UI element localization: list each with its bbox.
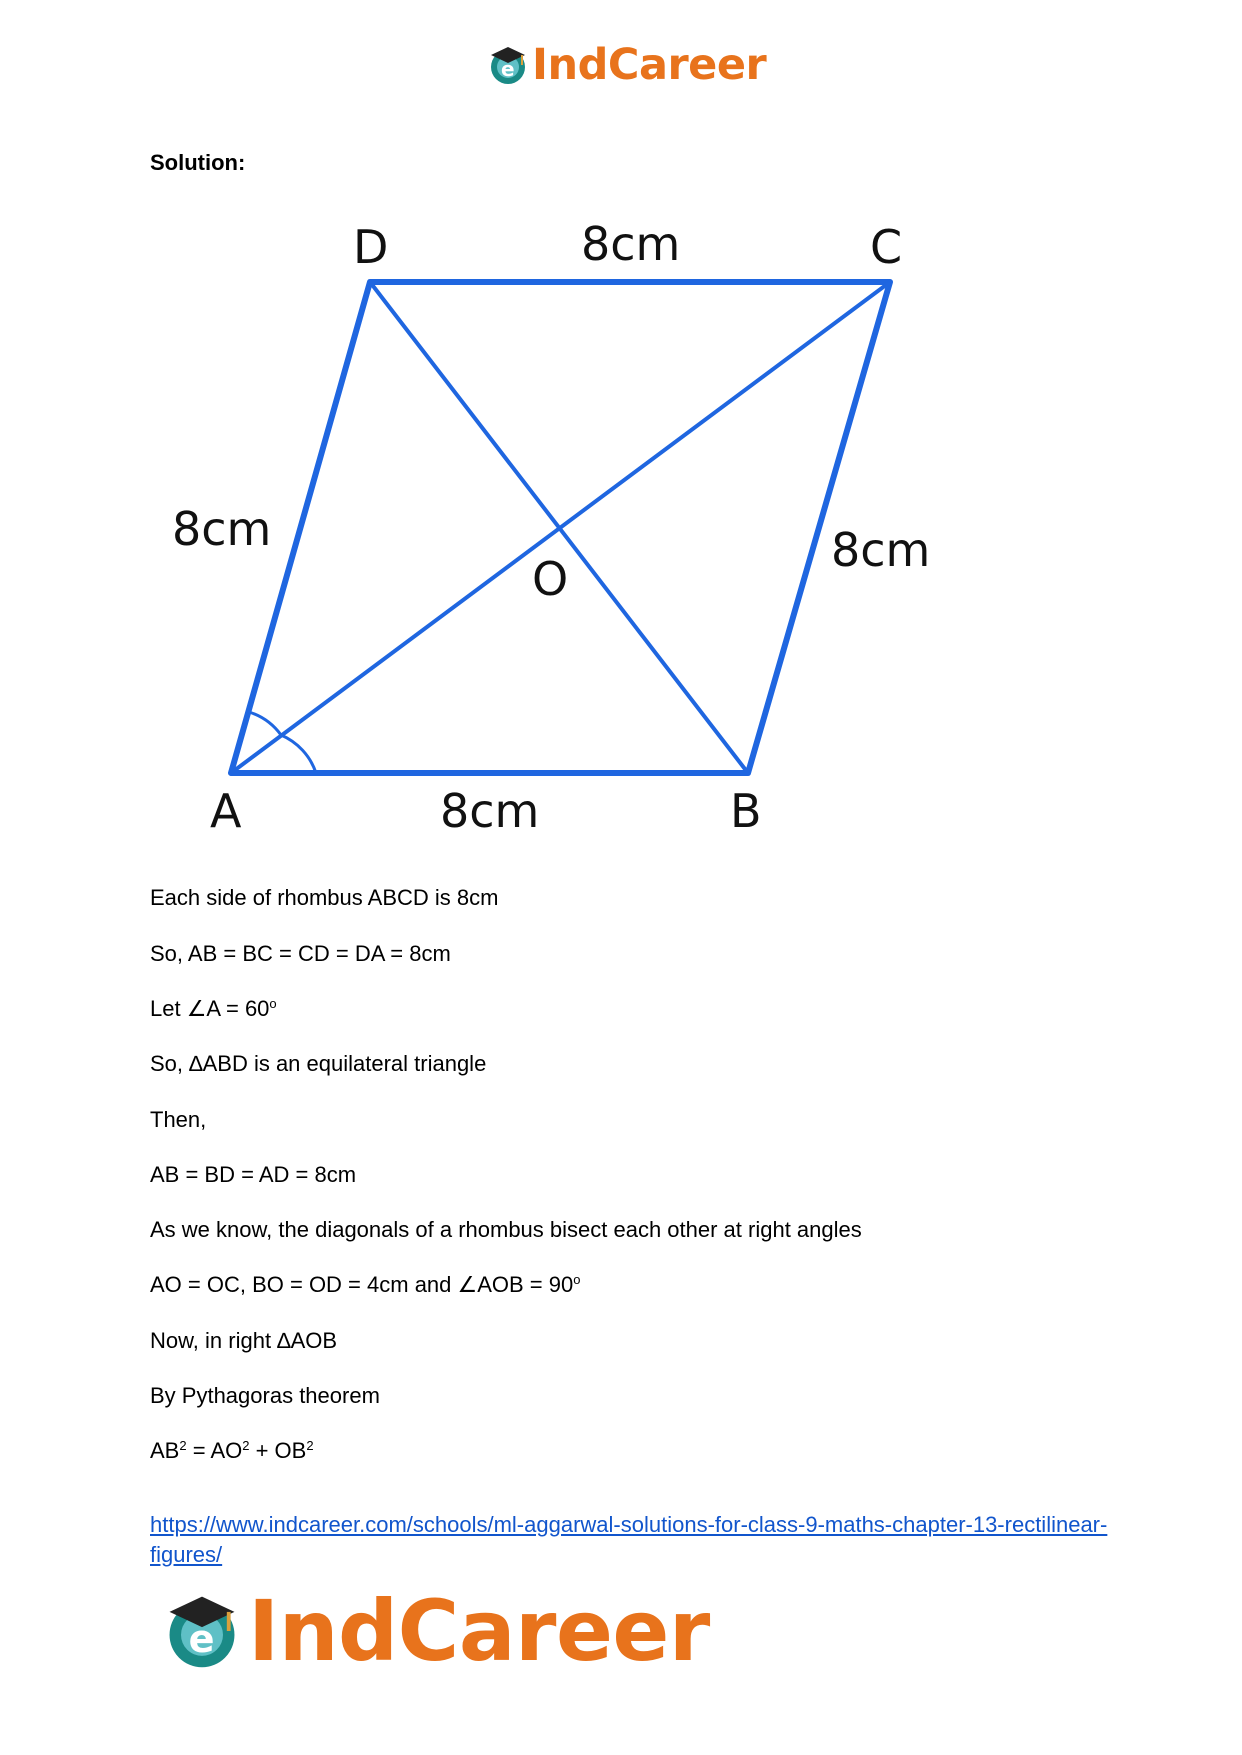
side-label-top: 8cm (581, 217, 681, 271)
solution-line: So, ∆ABD is an equilateral triangle (150, 1051, 487, 1076)
solution-line: Let ∠A = $60^o$ (150, 996, 277, 1021)
side-label-left: 8cm (172, 502, 272, 556)
logo-wordmark: IndCareer (248, 1582, 710, 1680)
side-label-bottom: 8cm (440, 784, 540, 838)
angle-arc-outer (281, 735, 316, 773)
svg-text:e: e (501, 57, 515, 81)
solution-heading: Solution: (150, 150, 246, 175)
solution-line: $AB^2 = AO^2 + OB^2$ (150, 1438, 314, 1463)
diagonal-bd (370, 282, 748, 773)
graduation-cap-logo-icon (486, 43, 530, 87)
angle-arc-inner (249, 712, 281, 735)
graduation-cap-logo-icon (160, 1589, 244, 1673)
vertex-label-b: B (730, 784, 762, 838)
side-label-right: 8cm (831, 523, 931, 577)
solution-line: Then, (150, 1107, 207, 1132)
solution-line: By Pythagoras theorem (150, 1383, 380, 1408)
source-link[interactable]: https://www.indcareer.com/schools/ml-aggarwal-solutions-for-class-9-maths-chapter-13-rectilinear-figures/ (150, 1512, 1108, 1567)
solution-line: Each side of rhombus ABCD is 8cm (150, 885, 499, 910)
solution-line: AB = BD = AD = 8cm (150, 1162, 357, 1187)
solution-line: Now, in right ∆AOB (150, 1328, 338, 1353)
footer-logo (160, 1582, 710, 1680)
vertex-label-c: C (870, 220, 903, 274)
svg-text:e: e (188, 1618, 215, 1662)
vertex-label-a: A (210, 784, 242, 838)
solution-line: So, AB = BC = CD = DA = 8cm (150, 941, 451, 966)
solution-line: AO = OC, BO = OD = 4cm and ∠AOB = $90^o$ (150, 1272, 581, 1297)
solution-line: As we know, the diagonals of a rhombus bisect each other at right angles (150, 1217, 862, 1242)
vertex-label-o: O (532, 552, 569, 606)
vertex-label-d: D (353, 220, 389, 274)
logo-wordmark: IndCareer (532, 40, 767, 90)
rhombus-figure (150, 205, 950, 845)
header-logo (486, 40, 766, 90)
